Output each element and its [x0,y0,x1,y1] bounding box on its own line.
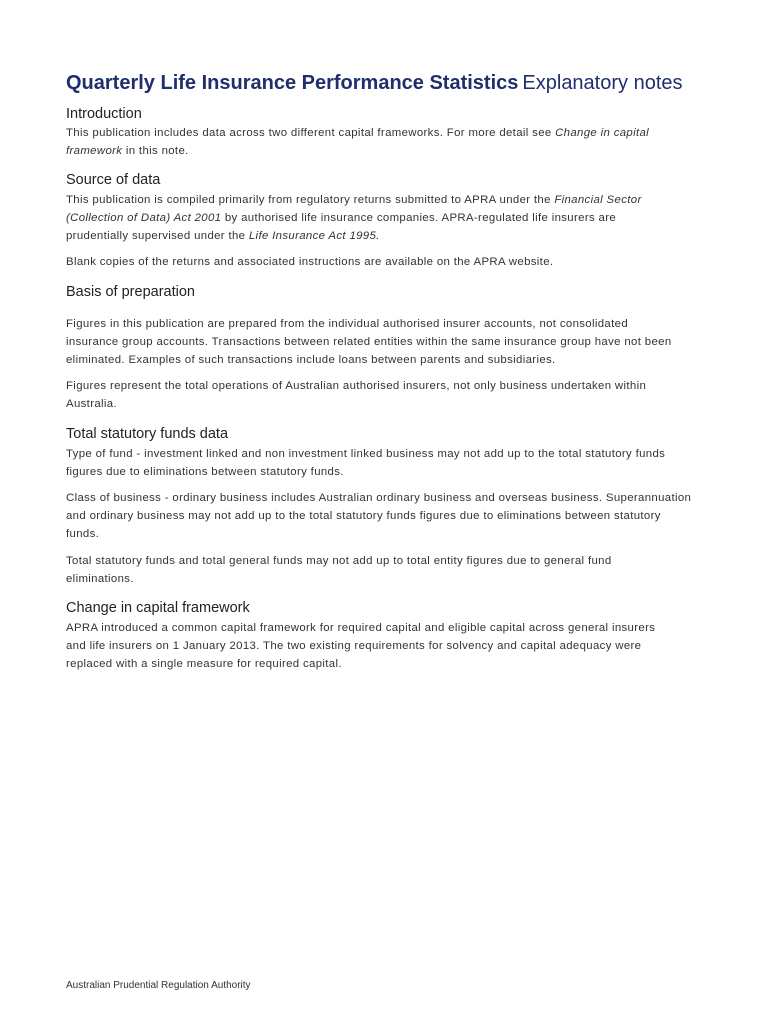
paragraph-line [66,142,716,160]
capital-paragraph [66,619,716,673]
paragraph-line: funds. [66,528,100,540]
paragraph-line: Blank copies of the returns and associated instructions are available on the APRA website. [66,256,554,268]
paragraph-line: Figures in this publication are prepared from the individual authorised insurer accounts, not consolidated [66,318,629,330]
paragraph-line [66,191,716,209]
total-funds-heading: Total statutory funds data [66,426,229,442]
text-run-italic: Change in capital [555,127,650,139]
text-run: This publication is compiled primarily from regulatory returns submitted to APRA under the [66,194,555,206]
basis-paragraph-1 [66,315,716,369]
text-run-italic: Financial Sector [554,194,642,206]
page-footer: Australian Prudential Regulation Authority [66,980,251,991]
page-title-subtitle: Explanatory notes [522,72,683,94]
introduction-heading: Introduction [66,106,142,122]
text-run-italic: Life Insurance Act 1995. [248,230,380,242]
paragraph-line: and ordinary business may not add up to the total statutory funds figures due to eliminations between statutory [66,510,661,522]
paragraph-line: Total statutory funds and total general funds may not add up to total entity figures due to general fund [66,555,612,567]
paragraph-line: Class of business - ordinary business includes Australian ordinary business and overseas business. Superannuation [66,492,692,504]
paragraph-line [66,209,716,227]
total-funds-paragraph-1 [66,445,716,481]
text-run-italic: (Collection of Data) Act 2001 [66,212,222,224]
basis-heading: Basis of preparation [66,284,195,300]
paragraph-line: Figures represent the total operations of Australian authorised insurers, not only business undertaken within [66,380,647,392]
text-run: This publication includes data across two different capital frameworks. For more detail see [66,127,556,139]
paragraph-line: APRA introduced a common capital framework for required capital and eligible capital across general insurers [66,622,656,634]
total-funds-paragraph-3 [66,552,716,588]
capital-heading: Change in capital framework [66,600,250,616]
paragraph-line: and life insurers on 1 January 2013. The two existing requirements for solvency and capital adequacy were [66,640,642,652]
source-paragraph-1 [66,191,716,245]
paragraph-line: figures due to eliminations between statutory funds. [66,466,344,478]
page-title-main: Quarterly Life Insurance Performance Statistics [66,72,519,94]
introduction-paragraph [66,124,716,160]
paragraph-line: insurance group accounts. Transactions between related entities within the same insurance group have not been [66,336,672,348]
page-title [66,70,683,96]
text-run: by authorised life insurance companies. APRA-regulated life insurers are [221,212,617,224]
text-run: prudentially supervised under the [66,230,249,242]
paragraph-line: Type of fund - investment linked and non investment linked business may not add up to the total statutory funds [66,448,666,460]
total-funds-paragraph-2 [66,489,716,543]
paragraph-line: eliminations. [66,573,134,585]
paragraph-line: replaced with a single measure for required capital. [66,658,342,670]
paragraph-line [66,227,716,245]
paragraph-line: eliminated. Examples of such transactions include loans between parents and subsidiaries. [66,354,556,366]
text-run: in this note. [122,145,189,157]
basis-paragraph-2 [66,377,716,413]
paragraph-line [66,124,716,142]
paragraph-line: Australia. [66,398,117,410]
source-heading: Source of data [66,172,161,188]
source-paragraph-2 [66,253,716,271]
text-run-italic: framework [66,145,123,157]
